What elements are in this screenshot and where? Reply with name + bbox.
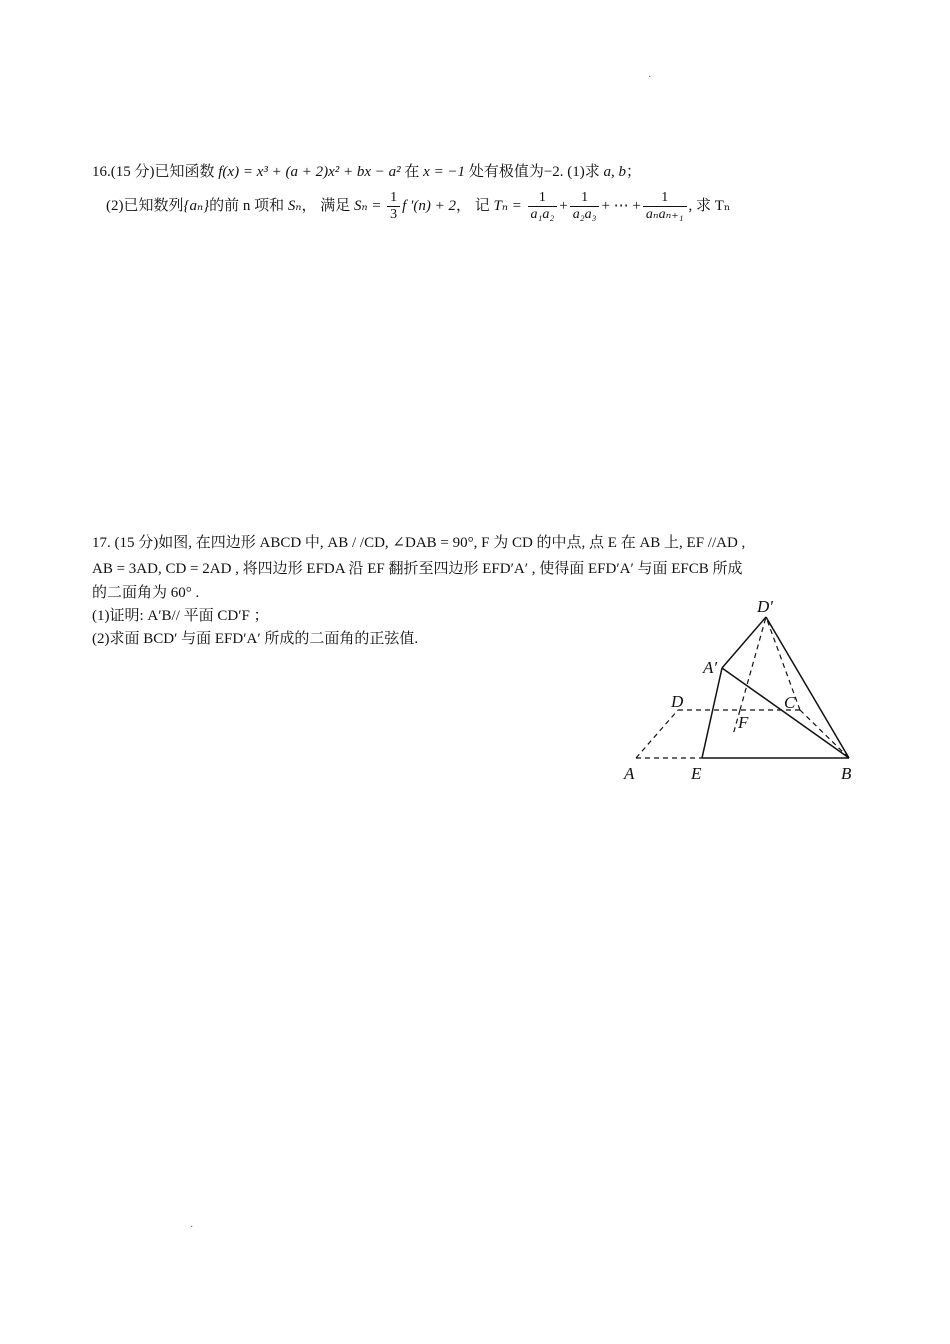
q17-line-1: 17. (15 分)如图, 在四边形 ABCD 中, AB / /CD, ∠DAB = 90°, F 为 CD 的中点, 点 E 在 AB 上, EF //AD , bbox=[92, 535, 746, 551]
q16-part2-mid2: ， 满足 bbox=[301, 198, 354, 214]
label-B: B bbox=[841, 764, 852, 783]
label-D: D bbox=[671, 692, 684, 711]
q16-term-1 bbox=[528, 190, 558, 223]
label-D-prime: D′ bbox=[757, 597, 773, 616]
q16-condition: x = −1 bbox=[423, 164, 466, 180]
q16-line-1 bbox=[92, 162, 641, 182]
ellipsis-sum: + ⋯ + bbox=[601, 198, 641, 214]
term-1-numerator: 1 bbox=[528, 190, 558, 207]
q16-suffix: 处有极值为−2. (1)求 bbox=[465, 164, 604, 180]
term-2-denominator: a₂a₃ bbox=[572, 207, 597, 223]
q16-end: ； bbox=[626, 164, 642, 180]
term-n-numerator: 1 bbox=[643, 190, 687, 207]
q16-term-n bbox=[643, 190, 687, 223]
label-E: E bbox=[691, 764, 702, 783]
q16-term-2 bbox=[570, 190, 600, 223]
q17-part-1: (1)证明: A′B// 平面 CD′F ； bbox=[92, 608, 269, 624]
edge-E-Aprime bbox=[702, 668, 722, 758]
q16-Tn-equation: Tₙ = bbox=[493, 198, 522, 214]
frac-denominator: 3 bbox=[390, 207, 398, 223]
q16-sequence: {aₙ} bbox=[183, 198, 210, 214]
q17-part-2: (2)求面 BCD′ 与面 EFD′A′ 所成的二面角的正弦值. bbox=[92, 631, 419, 647]
q16-fprime: f ′(n) + 2 bbox=[402, 198, 456, 214]
q16-mid: 在 bbox=[400, 164, 424, 180]
q16-Sn-equation: Sₙ = bbox=[353, 198, 382, 214]
q17-line-3: 的二面角为 60° . bbox=[92, 585, 200, 601]
label-A: A bbox=[624, 764, 635, 783]
q16-prefix: 16.(15 分)已知函数 bbox=[92, 164, 219, 180]
q16-part2-mid3: ， 记 bbox=[455, 198, 494, 214]
term-2-numerator: 1 bbox=[570, 190, 600, 207]
q16-part2-end: , 求 Tₙ bbox=[688, 198, 731, 214]
plus-sign: + bbox=[559, 198, 568, 214]
edge-A-D bbox=[636, 710, 678, 758]
q16-part2-mid1: 的前 n 项和 bbox=[209, 198, 288, 214]
label-C: C bbox=[784, 693, 796, 712]
q17-line-2: AB = 3AD, CD = 2AD , 将四边形 EFDA 沿 EF 翻折至四边形 EFD′A′ , 使得面 EFD′A′ 与面 EFCB 所成 bbox=[92, 561, 743, 577]
frac-numerator: 1 bbox=[387, 190, 400, 207]
q16-function-formula: f(x) = x³ + (a + 2)x² + bx − a² bbox=[218, 164, 401, 180]
edge-Dprime-B bbox=[766, 617, 849, 758]
top-dot-mark: · bbox=[648, 72, 652, 83]
q16-ab: a, b bbox=[603, 164, 627, 180]
label-A-prime: A′ bbox=[703, 658, 718, 677]
q16-Sn: Sₙ bbox=[287, 198, 302, 214]
q16-fraction-one-third bbox=[387, 190, 400, 223]
q16-part2-prefix: (2)已知数列 bbox=[106, 198, 184, 214]
term-1-denominator: a₁a₂ bbox=[530, 207, 555, 223]
q16-line-2 bbox=[106, 186, 730, 226]
edge-Aprime-Dprime bbox=[722, 617, 766, 668]
label-F: F bbox=[738, 713, 749, 732]
term-n-denominator: aₙaₙ₊₁ bbox=[645, 207, 684, 223]
bottom-dot-mark: · bbox=[190, 1222, 194, 1233]
folded-quadrilateral-figure bbox=[615, 592, 875, 792]
